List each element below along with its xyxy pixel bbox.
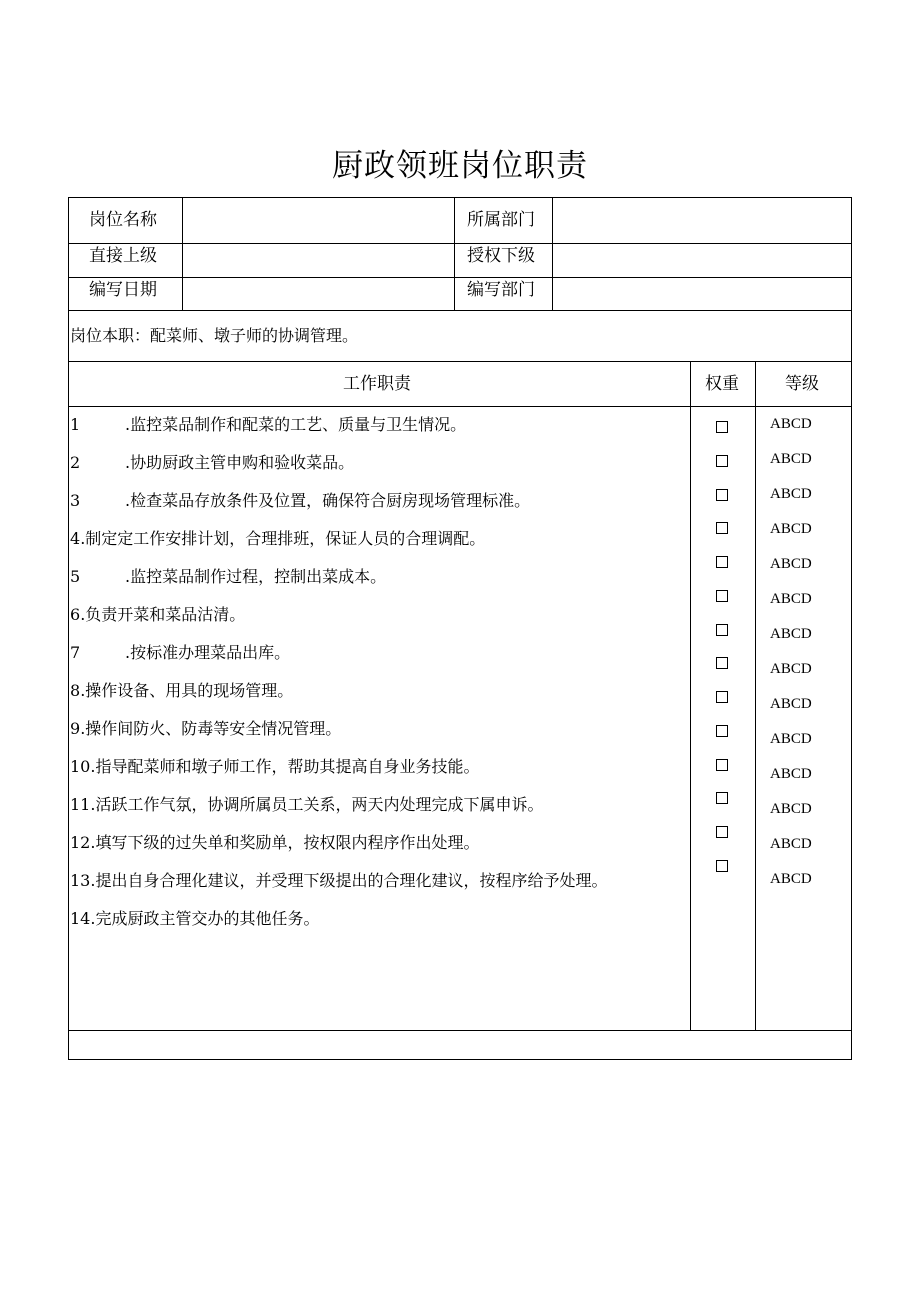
duty-item: 11.活跃工作气氛，协调所属员工关系，两天内处理完成下属申诉。 bbox=[70, 795, 544, 814]
duty-item: 5 .监控菜品制作过程，控制出菜成本。 bbox=[70, 567, 387, 586]
duty-item: 8.操作设备、用具的现场管理。 bbox=[70, 681, 294, 700]
duty-item: 12.填写下级的过失单和奖励单，按权限内程序作出处理。 bbox=[70, 833, 480, 852]
grade-option[interactable]: ABCD bbox=[770, 591, 812, 607]
row-divider bbox=[68, 243, 852, 244]
weight-checkbox[interactable] bbox=[716, 624, 728, 636]
duty-item: 3 .检查菜品存放条件及位置，确保符合厨房现场管理标准。 bbox=[70, 491, 531, 510]
weight-checkbox[interactable] bbox=[716, 792, 728, 804]
grade-option[interactable]: ABCD bbox=[770, 521, 812, 537]
grade-option[interactable]: ABCD bbox=[770, 661, 812, 677]
weight-checkbox[interactable] bbox=[716, 590, 728, 602]
weight-checkbox[interactable] bbox=[716, 691, 728, 703]
grade-option[interactable]: ABCD bbox=[770, 416, 812, 432]
duty-item: 7 .按标准办理菜品出库。 bbox=[70, 643, 291, 662]
grade-option[interactable]: ABCD bbox=[770, 486, 812, 502]
author-dept-label: 编写部门 bbox=[467, 280, 535, 300]
duty-item: 6.负责开菜和菜品沽清。 bbox=[70, 605, 246, 624]
row-divider bbox=[68, 277, 852, 278]
grade-option[interactable]: ABCD bbox=[770, 871, 812, 887]
grade-option[interactable]: ABCD bbox=[770, 696, 812, 712]
duty-item: 13.提出自身合理化建议，并受理下级提出的合理化建议，按程序给予处理。 bbox=[70, 871, 608, 890]
column-divider bbox=[552, 197, 553, 310]
grade-option[interactable]: ABCD bbox=[770, 451, 812, 467]
row-divider bbox=[68, 361, 852, 362]
weight-checkbox[interactable] bbox=[716, 421, 728, 433]
grade-option[interactable]: ABCD bbox=[770, 731, 812, 747]
weight-checkbox[interactable] bbox=[716, 826, 728, 838]
column-divider bbox=[755, 361, 756, 1030]
duty-item: 10.指导配菜师和墩子师工作，帮助其提高自身业务技能。 bbox=[70, 757, 480, 776]
grade-header: 等级 bbox=[785, 374, 819, 394]
weight-checkbox[interactable] bbox=[716, 725, 728, 737]
weight-checkbox[interactable] bbox=[716, 489, 728, 501]
duty-item: 9.操作间防火、防毒等安全情况管理。 bbox=[70, 719, 342, 738]
date-label: 编写日期 bbox=[89, 280, 157, 300]
grade-option[interactable]: ABCD bbox=[770, 556, 812, 572]
weight-checkbox[interactable] bbox=[716, 657, 728, 669]
position-name-label: 岗位名称 bbox=[89, 210, 157, 230]
column-divider bbox=[454, 197, 455, 310]
duty-item: 1 .监控菜品制作和配菜的工艺、质量与卫生情况。 bbox=[70, 415, 467, 434]
weight-checkbox[interactable] bbox=[716, 556, 728, 568]
row-divider bbox=[68, 406, 852, 407]
duties-header: 工作职责 bbox=[343, 374, 411, 394]
grade-option[interactable]: ABCD bbox=[770, 766, 812, 782]
duty-item: 2 .协助厨政主管申购和验收菜品。 bbox=[70, 453, 355, 472]
duty-item: 4.制定定工作安排计划，合理排班，保证人员的合理调配。 bbox=[70, 529, 486, 548]
column-divider bbox=[182, 197, 183, 310]
subordinate-label: 授权下级 bbox=[467, 246, 535, 266]
supervisor-label: 直接上级 bbox=[89, 246, 157, 266]
duty-item: 14.完成厨政主管交办的其他任务。 bbox=[70, 909, 320, 928]
row-divider bbox=[68, 310, 852, 311]
column-divider bbox=[690, 361, 691, 1030]
weight-checkbox[interactable] bbox=[716, 455, 728, 467]
grade-option[interactable]: ABCD bbox=[770, 801, 812, 817]
grade-option[interactable]: ABCD bbox=[770, 836, 812, 852]
weight-checkbox[interactable] bbox=[716, 759, 728, 771]
page-title: 厨政领班岗位职责 bbox=[332, 148, 588, 184]
weight-header: 权重 bbox=[705, 374, 739, 394]
grade-option[interactable]: ABCD bbox=[770, 626, 812, 642]
duty-summary: 岗位本职：配菜师、墩子师的协调管理。 bbox=[70, 326, 359, 345]
weight-checkbox[interactable] bbox=[716, 860, 728, 872]
weight-checkbox[interactable] bbox=[716, 522, 728, 534]
row-divider bbox=[68, 1030, 852, 1031]
department-label: 所属部门 bbox=[467, 210, 535, 230]
